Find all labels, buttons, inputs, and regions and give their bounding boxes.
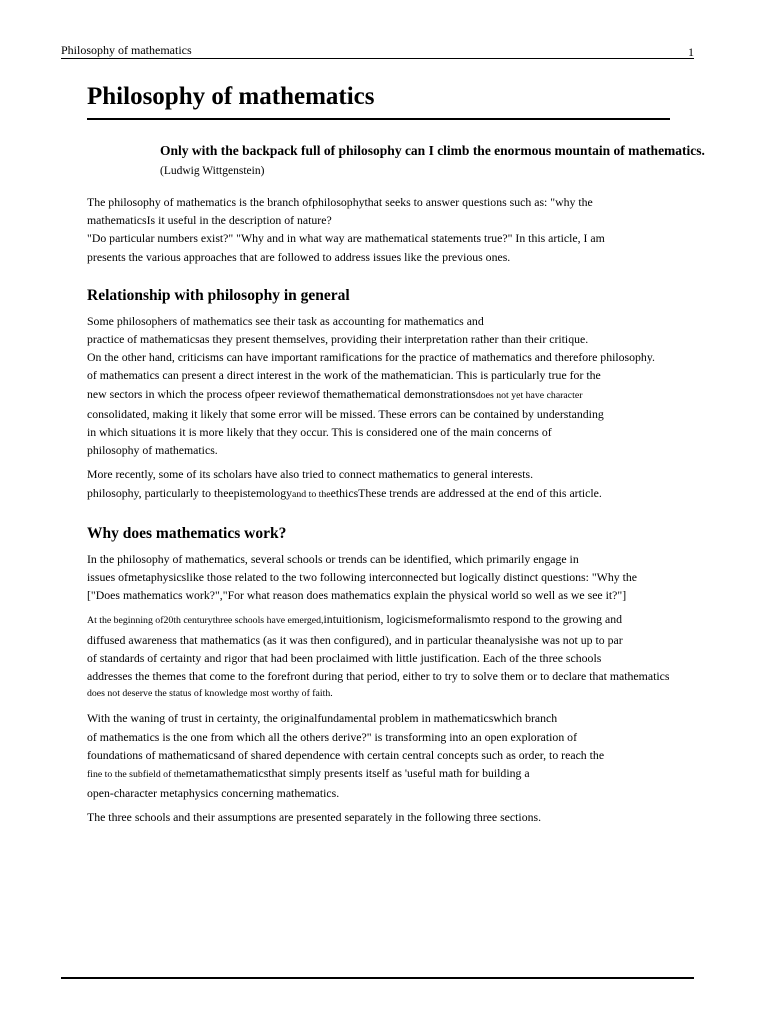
text-line: The philosophy of mathematics is the branch ofphilosophythat seeks to answer questions such as: "why the xyxy=(87,195,593,209)
text-run: intuitionism, logicismeformalismto respond to the growing and xyxy=(323,612,623,627)
small-text-run: and to the xyxy=(292,488,331,500)
why-paragraph-1 xyxy=(87,550,700,605)
text-line xyxy=(87,484,700,504)
text-line: More recently, some of its scholars have also tried to connect mathematics to general interests. xyxy=(87,467,534,482)
relationship-paragraph-2 xyxy=(87,465,700,503)
text-line: consolidated, making it likely that some error will be missed. These errors can be contained by understanding xyxy=(87,406,604,421)
section-heading-relationship: Relationship with philosophy in general xyxy=(87,286,350,304)
text-run: philosophy, particularly to theepistemology xyxy=(87,485,292,500)
text-line xyxy=(87,610,700,630)
running-header-title: Philosophy of mathematics xyxy=(61,43,192,57)
text-line xyxy=(87,764,700,784)
text-line: practice of mathematicsas they present themselves, providing their interpretation rather than their critique. xyxy=(87,332,589,347)
text-run: metamathematicsthat simply presents itself as 'useful math for building a xyxy=(185,766,530,781)
text-line: diffused awareness that mathematics (as it was then configured), and in particular theanalysishe was not up to par xyxy=(87,632,623,647)
text-line: "Do particular numbers exist?" "Why and in what way are mathematical statements true?" In this article, I am xyxy=(87,231,605,246)
text-line: issues ofmetaphysicslike those related to the two following interconnected but logically distinct questions: "Why the xyxy=(87,570,637,585)
text-line: On the other hand, criticisms can have important ramifications for the practice of mathematics and therefore philosophy. xyxy=(87,350,655,365)
epigraph xyxy=(160,142,760,179)
text-line: mathematicsIs it useful in the description of nature? xyxy=(87,213,332,228)
text-run: ethicsThese trends are addressed at the end of this article. xyxy=(330,485,602,500)
text-line: In the philosophy of mathematics, several schools or trends can be identified, which primarily engage in xyxy=(87,551,579,566)
page-title: Philosophy of mathematics xyxy=(87,82,670,120)
small-text-run: fine to the subfield of the xyxy=(87,769,186,781)
text-line: philosophy of mathematics. xyxy=(87,443,218,458)
text-line: With the waning of trust in certainty, the originalfundamental problem in mathematicswhich branch xyxy=(87,711,558,726)
why-paragraph-2 xyxy=(87,610,700,703)
section-heading-why-math-works: Why does mathematics work? xyxy=(87,524,287,542)
text-line: addresses the themes that come to the forefront during that period, either to try to solve them or to declare that mathematics xyxy=(87,669,670,684)
text-line: of standards of certainty and rigor that had been proclaimed with little justification. Each of the three schools xyxy=(87,650,602,665)
text-line: of mathematics can present a direct interest in the work of the mathematician. This is particularly true for the xyxy=(87,368,601,383)
page-number: 1 xyxy=(688,45,694,59)
intro-paragraph xyxy=(87,193,700,266)
running-header xyxy=(61,42,694,59)
text-line: presents the various approaches that are followed to address issues like the previous ones. xyxy=(87,249,511,264)
relationship-paragraph-1 xyxy=(87,312,700,460)
text-line: foundations of mathematicsand of shared dependence with certain central concepts such as order, to reach the xyxy=(87,747,605,762)
small-text-run: At the beginning of20th centurythree schools have emerged, xyxy=(87,615,324,627)
text-line: The three schools and their assumptions are presented separately in the following three sections. xyxy=(87,810,542,825)
epigraph-quote: Only with the backpack full of philosophy can I climb the enormous mountain of mathematics. xyxy=(160,143,705,158)
text-line: in which situations it is more likely that they occur. This is considered one of the main concerns of xyxy=(87,425,552,440)
text-line: open-character metaphysics concerning mathematics. xyxy=(87,786,340,801)
text-line: ["Does mathematics work?","For what reason does mathematics explain the physical world so well as we see it?"] xyxy=(87,588,627,603)
text-line xyxy=(87,385,700,405)
text-line: Some philosophers of mathematics see their task as accounting for mathematics and xyxy=(87,313,484,328)
text-line: of mathematics is the one from which all the others derive?" is transforming into an open exploration of xyxy=(87,729,577,744)
epigraph-author: (Ludwig Wittgenstein) xyxy=(160,165,265,177)
why-paragraph-4 xyxy=(87,808,700,826)
why-paragraph-3 xyxy=(87,709,700,802)
text-run: new sectors in which the process ofpeer reviewof themathematical demonstrations xyxy=(87,386,476,401)
footer-divider xyxy=(61,977,694,979)
small-text-run: does not yet have character xyxy=(475,389,583,401)
article-body xyxy=(87,193,700,833)
text-line: does not deserve the status of knowledge most worthy of faith. xyxy=(87,688,333,700)
